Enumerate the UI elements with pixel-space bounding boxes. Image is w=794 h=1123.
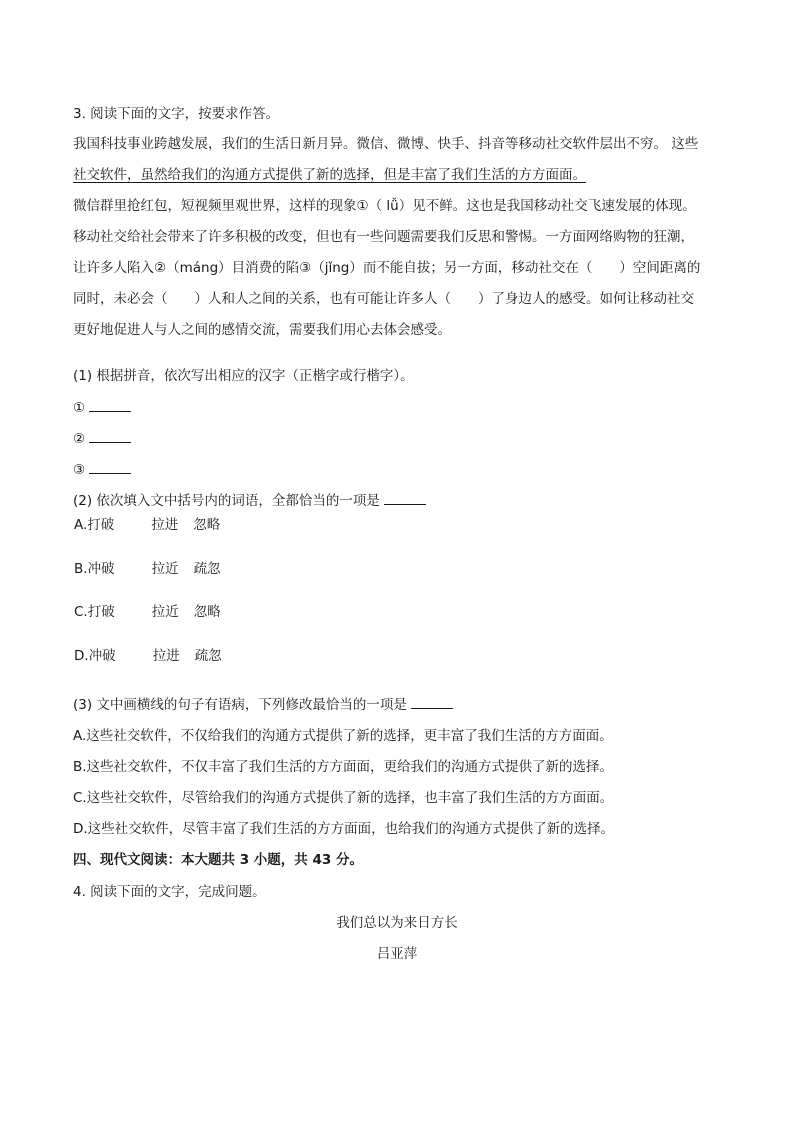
sub3-option-b[interactable]: B.这些社交软件，不仅丰富了我们生活的方方面面，更给我们的沟通方式提供了新的选择。 xyxy=(73,759,614,775)
sub3-option-c[interactable]: C.这些社交软件，尽管给我们的沟通方式提供了新的选择，也丰富了我们生活的方方面面。 xyxy=(73,790,614,806)
passage-line-1: 我国科技事业跨越发展，我们的生活日新月异。微信、微博、快手、抖音等移动社交软件层出不穷。 这些 xyxy=(73,136,699,152)
option-word-1: 冲破 xyxy=(88,648,116,664)
sub3-option-a[interactable]: A.这些社交软件，不仅给我们的沟通方式提供了新的选择，更丰富了我们生活的方方面面。 xyxy=(73,728,613,744)
sub3-option-d[interactable]: D.这些社交软件，尽管丰富了我们生活的方方面面，也给我们的沟通方式提供了新的选择。 xyxy=(73,821,615,837)
passage-line-5: 让许多人陷入②（máng）目消费的陷③（jǐng）而不能自拔；另一方面，移动社交在（ ）空间距离的 xyxy=(73,260,701,276)
option-word-1: 打破 xyxy=(87,604,115,620)
article-title: 我们总以为来日方长 xyxy=(336,915,458,931)
option-word-2: 拉近 xyxy=(151,604,179,620)
option-word-2: 拉进 xyxy=(152,648,180,664)
option-letter: D. xyxy=(74,648,89,664)
sub3-prompt-row xyxy=(73,694,723,715)
option-word-3: 忽略 xyxy=(193,604,221,620)
option-letter: A. xyxy=(74,517,88,533)
sub2-option-c[interactable] xyxy=(74,602,221,622)
q3-title: 3. 阅读下面的文字，按要求作答。 xyxy=(73,106,280,122)
sub1-item-2 xyxy=(73,428,723,449)
section4-heading: 四、现代文阅读：本大题共 3 小题，共 43 分。 xyxy=(73,852,363,868)
sub2-prompt: (2) 依次填入文中括号内的词语，全都恰当的一项是 xyxy=(73,493,380,509)
passage-line-4: 移动社交给社会带来了许多积极的改变，但也有一些问题需要我们反思和警惕。一方面网络购物的狂潮， xyxy=(73,229,694,245)
sub3-prompt: (3) 文中画横线的句子有语病，下列修改最恰当的一项是 xyxy=(73,697,407,713)
answer-blank[interactable] xyxy=(384,490,426,505)
sub2-option-b[interactable] xyxy=(74,559,221,579)
sub1-item-3 xyxy=(73,459,723,480)
answer-blank[interactable] xyxy=(89,397,131,412)
answer-blank[interactable] xyxy=(89,428,131,443)
option-word-3: 疏忽 xyxy=(193,561,221,577)
item-marker: ① xyxy=(73,400,86,416)
option-word-3: 疏忽 xyxy=(194,648,222,664)
option-letter: C. xyxy=(74,604,88,620)
sub2-prompt-row xyxy=(73,490,723,511)
item-marker: ② xyxy=(73,431,86,447)
passage-line-2-underlined: 社交软件，虽然给我们的沟通方式提供了新的选择，但是丰富了我们生活的方方面面。 xyxy=(73,167,586,183)
passage-line-7: 更好地促进人与人之间的感情交流，需要我们用心去体会感受。 xyxy=(73,322,451,338)
option-word-1: 冲破 xyxy=(87,561,115,577)
option-letter: B. xyxy=(74,561,88,577)
sub1-item-1 xyxy=(73,397,723,418)
option-word-2: 拉近 xyxy=(151,561,179,577)
item-marker: ③ xyxy=(73,462,86,478)
answer-blank[interactable] xyxy=(411,694,453,709)
option-word-3: 忽略 xyxy=(193,517,221,533)
passage-line-3: 微信群里抢红包，短视频里观世界，这样的现象①（ lǚ）见不鲜。这也是我国移动社交飞速发展的体现。 xyxy=(73,198,696,214)
option-word-1: 打破 xyxy=(87,517,115,533)
sub2-option-d[interactable] xyxy=(74,646,222,666)
article-author: 吕亚萍 xyxy=(376,946,418,962)
passage-line-6: 同时，未必会（ ）人和人之间的关系，也有可能让许多人（ ）了身边人的感受。如何让移动社交 xyxy=(73,291,694,307)
sub2-option-a[interactable] xyxy=(74,515,220,535)
answer-blank[interactable] xyxy=(89,459,131,474)
sub1-prompt: (1) 根据拼音，依次写出相应的汉字（正楷字或行楷字）。 xyxy=(73,368,414,384)
q4-title: 4. 阅读下面的文字，完成问题。 xyxy=(73,884,266,900)
option-word-2: 拉进 xyxy=(151,517,179,533)
